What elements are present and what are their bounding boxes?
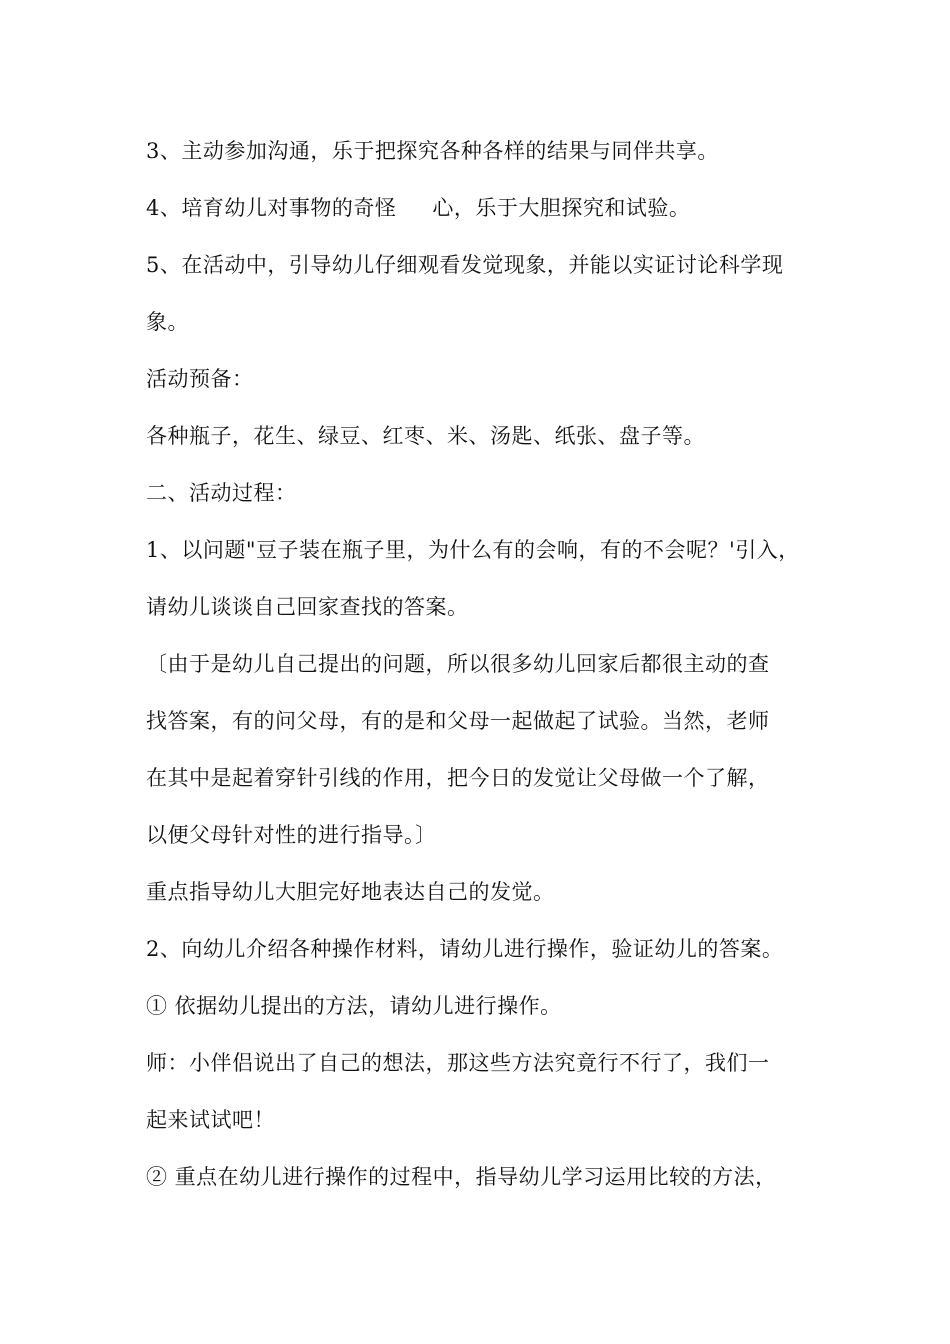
text-line-step-1-cont: 请幼儿谈谈自己回家查找的答案。 bbox=[146, 595, 469, 619]
text-line-materials: 各种瓶子，花生、绿豆、红枣、米、汤匙、纸张、盘子等。 bbox=[146, 424, 705, 448]
text-line-goal-5: 5、在活动中，引导幼儿仔细观看发觉现象，并能以实证讨论科学现 bbox=[146, 253, 784, 277]
text-line-step-1: 1、以问题"豆子装在瓶子里，为什么有的会响，有的不会呢？'引入， bbox=[146, 538, 800, 562]
text-line-note-2: 找答案，有的问父母，有的是和父母一起做起了试验。当然，老师 bbox=[146, 709, 770, 733]
text-line-note-1: 〔由于是幼儿自己提出的问题，所以很多幼儿回家后都很主动的查 bbox=[146, 652, 770, 676]
text-line-teacher-speech-cont: 起来试试吧！ bbox=[146, 1108, 275, 1132]
text-line-goal-3: 3、主动参加沟通，乐于把探究各种各样的结果与同伴共享。 bbox=[146, 139, 719, 163]
text-line-goal-4-part-2: 心，乐于大胆探究和试验。 bbox=[432, 196, 691, 220]
text-line-substep-2: ② 重点在幼儿进行操作的过程中，指导幼儿学习运用比较的方法， bbox=[146, 1165, 777, 1189]
section-heading-process: 二、活动过程： bbox=[146, 481, 297, 505]
text-line-goal-4 bbox=[146, 194, 690, 222]
text-line-key-guidance: 重点指导幼儿大胆完好地表达自己的发觉。 bbox=[146, 880, 555, 904]
text-line-note-3: 在其中是起着穿针引线的作用，把今日的发觉让父母做一个了解， bbox=[146, 766, 770, 790]
text-line-substep-1: ① 依据幼儿提出的方法，请幼儿进行操作。 bbox=[146, 994, 562, 1018]
text-line-goal-5-cont: 象。 bbox=[146, 310, 189, 334]
text-line-goal-4-part-1: 4、培育幼儿对事物的奇怪 bbox=[146, 196, 397, 220]
text-line-teacher-speech: 师：小伴侣说出了自己的想法，那这些方法究竟行不行了，我们一 bbox=[146, 1051, 770, 1075]
text-line-step-2: 2、向幼儿介绍各种操作材料，请幼儿进行操作，验证幼儿的答案。 bbox=[146, 937, 784, 961]
text-line-note-4: 以便父母针对性的进行指导。〕 bbox=[146, 823, 437, 847]
section-heading-preparation: 活动预备： bbox=[146, 367, 254, 391]
